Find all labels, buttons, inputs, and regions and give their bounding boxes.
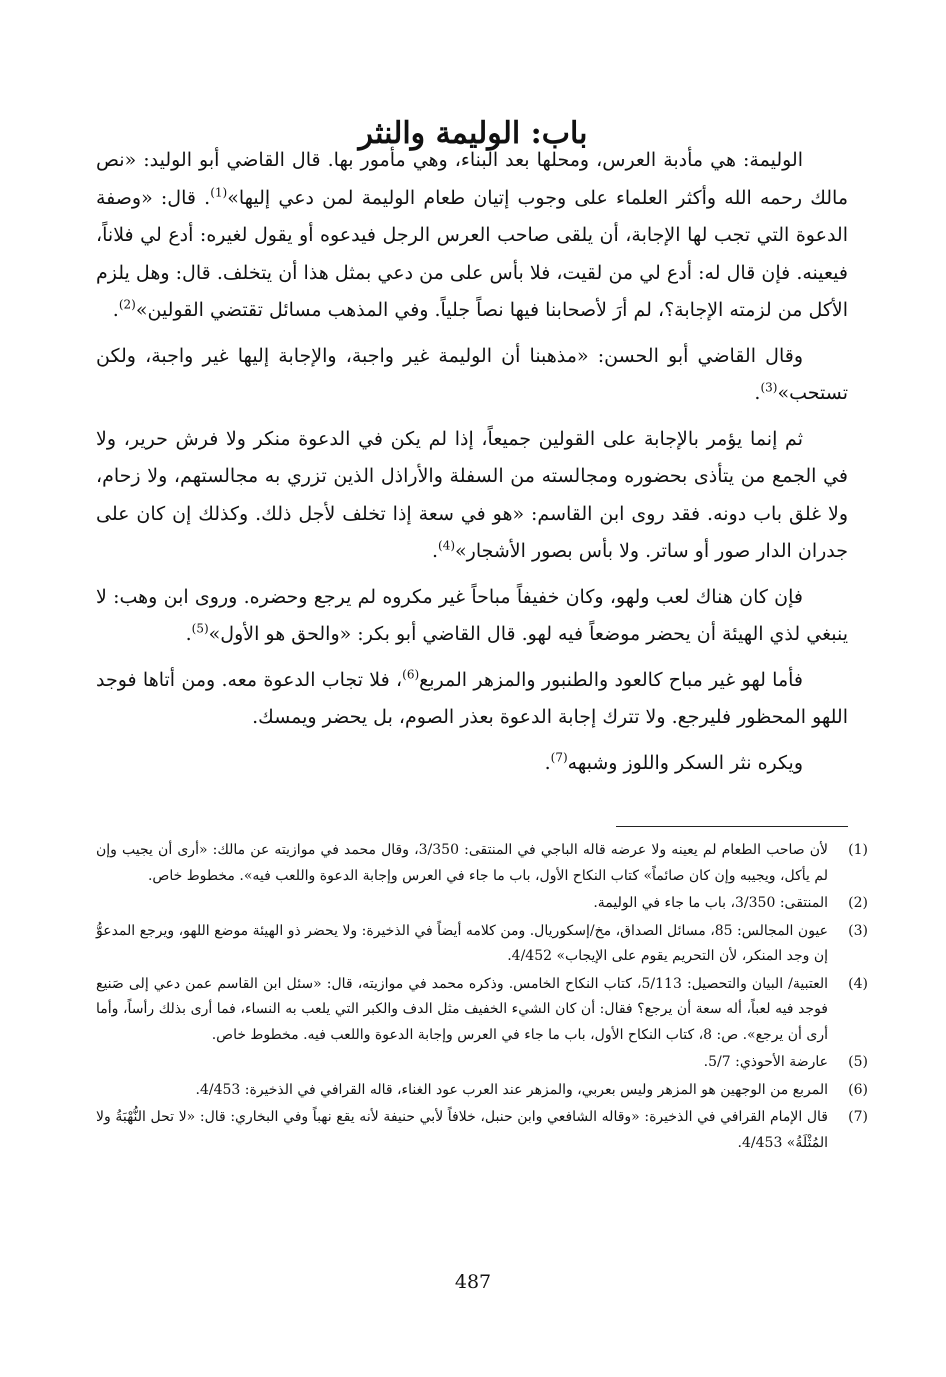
paragraph: الوليمة: هي مأدبة العرس، ومحلها بعد البناء، وهي مأمور بها. قال القاضي أبو الوليد: «نص مالك رحمه الله وأكثر العلماء على وجوب إتيان طعام الوليمة لمن دعي إليها»$^{(1)}$. قال: «وصفة الدعوة التي تجب لها الإجابة، أن يلقى صاحب العرس الرجل فيدعوه أو يقول لغيره: أدع لي فلاناً، فيعينه. فإن قال له: أدع لي من لقيت، فلا بأس على من دعي بمثل هذا أن يتخلف. قال: وهل يلزم الأكل من لزمته الإجابة؟، لم أرَ لأصحابنا فيها نصاً جلياً. وفي المذهب مسائل تقتضي القولين»$^{(2)}$. xyxy=(96,149,849,321)
footnote-ref[interactable]: (3) xyxy=(760,380,778,395)
footnote-ref[interactable]: (4) xyxy=(438,538,456,553)
paragraph: ويكره نثر السكر واللوز وشبهه$^{(7)}$. xyxy=(544,750,803,774)
footnote-number: (1) xyxy=(848,842,868,858)
footnote xyxy=(96,1078,868,1104)
footnote xyxy=(96,838,868,889)
footnote-number: (3) xyxy=(848,922,868,939)
footnote-text: عارضة الأحوذي: 5/7. xyxy=(703,1054,828,1070)
footnote-ref[interactable]: (2) xyxy=(118,297,136,312)
footnote-separator xyxy=(616,826,848,827)
chapter-title: باب: الوليمة والنثر xyxy=(358,116,588,152)
footnote-ref[interactable]: (6) xyxy=(402,667,420,682)
footnote-text: لأن صاحب الطعام لم يعينه ولا عرضه قاله الباجي في المنتقى: 3/350، وقال محمد في موازيته عن مالك: «أرى أن يجيب وإن لم يأكل، ويجيبه وإن كان صائماً» كتاب النكاح الأول، باب ما جاء في العرس وإجابة الدعوة واللعب فيه». مخطوط خاص. xyxy=(96,842,828,884)
footnote-text: المنتقى: 3/350، باب ما جاء في الوليمة. xyxy=(593,895,828,911)
footnote-ref[interactable]: (5) xyxy=(191,621,209,636)
paragraph: ثم إنما يؤمر بالإجابة على القولين جميعاً، إذا لم يكن في الدعوة منكر ولا فرش حرير، ولا في الجمع من يتأذى بحضوره ومجالسته من السفلة والأراذل الذين تزري به مجالستهم، ولا زحام، ولا غلق باب دونه. فقد روى ابن القاسم: «هو في سعة إذا تخلف لأجل ذلك. وكذلك إن كان على جدران الدار صور أو ساتر. ولا بأس بصور الأشجار»$^{(4)}$. xyxy=(96,427,848,562)
page-number: 487 xyxy=(454,1271,492,1293)
footnote xyxy=(96,1105,868,1156)
footnote-number: (7) xyxy=(848,1109,868,1125)
footnotes xyxy=(96,838,868,1158)
footnote-text: عيون المجالس: 85، مسائل الصداق، مخ/إسكوريال. ومن كلامه أيضاً في الذخيرة: ولا يحضر ذو الهيئة موضع اللهو، ويرجع المدعوُّ إن وجد المنكر، لأن التحريم يقوم على الإيجاب» 4/452. xyxy=(96,922,829,964)
main-text xyxy=(96,142,848,790)
footnote-text: العتبية/ البيان والتحصيل: 5/113، كتاب النكاح الخامس. وذكره محمد في موازيته، قال: «سئل ابن القاسم عمن دعي إلى صَنيع فوجد فيه لعباً، أله سعة أن يرجع؟ فقال: أن كان الشيء الخفيف مثل الدف والكبر التي يلعب به النساء، فما أرى بذلك رأساً، وأما أرى أن يرجع». ص: 8، كتاب النكاح الأول، باب ما جاء في العرس وإجابة الدعوة واللعب فيه. مخطوط خاص. xyxy=(96,975,828,1043)
footnote-ref[interactable]: (1) xyxy=(210,185,228,200)
footnote xyxy=(96,891,868,917)
footnote-ref[interactable]: (7) xyxy=(550,750,568,765)
footnote xyxy=(96,919,868,970)
footnote-number: (5) xyxy=(848,1054,868,1070)
footnote-number: (6) xyxy=(848,1081,868,1098)
paragraph: وقال القاضي أبو الحسن: «مذهبنا أن الوليمة غير واجبة، والإجابة إليها غير واجبة، ولكن تستحب»$^{(3)}$. xyxy=(96,344,848,404)
footnote xyxy=(96,972,868,1049)
footnote-text: المربع من الوجهين هو المزهر وليس بعربي، والمزهر عند العرب عود الغناء، قاله القرافي في الذخيرة: 4/453. xyxy=(195,1081,828,1098)
footnote-text: قال الإمام القرافي في الذخيرة: «وقاله الشافعي وابن حنبل، خلافاً لأبي حنيفة لأنه يقع نهباً وفي البخاري: قال: «لا تحل النُّهْبَةُ ولا المُثْلَةُ» 4/453. xyxy=(96,1109,828,1151)
footnote xyxy=(96,1050,868,1076)
footnote-number: (2) xyxy=(848,895,868,911)
footnote-number: (4) xyxy=(848,975,868,992)
paragraph: فإن كان هناك لعب ولهو، وكان خفيفاً مباحاً غير مكروه لم يرجع وحضره. وروى ابن وهب: لا ينبغي لذي الهيئة أن يحضر موضعاً فيه لهو. قال القاضي أبو بكر: «والحق هو الأول»$^{(5)}$. xyxy=(96,585,848,645)
paragraph: فأما لهو غير مباح كالعود والطنبور والمزهر المربع$^{(6)}$، فلا تجاب الدعوة معه. ومن أتاها فوجد اللهو المحظور فليرجع. ولا تترك إجابة الدعوة بعذر الصوم، بل يحضر ويمسك. xyxy=(96,667,848,728)
